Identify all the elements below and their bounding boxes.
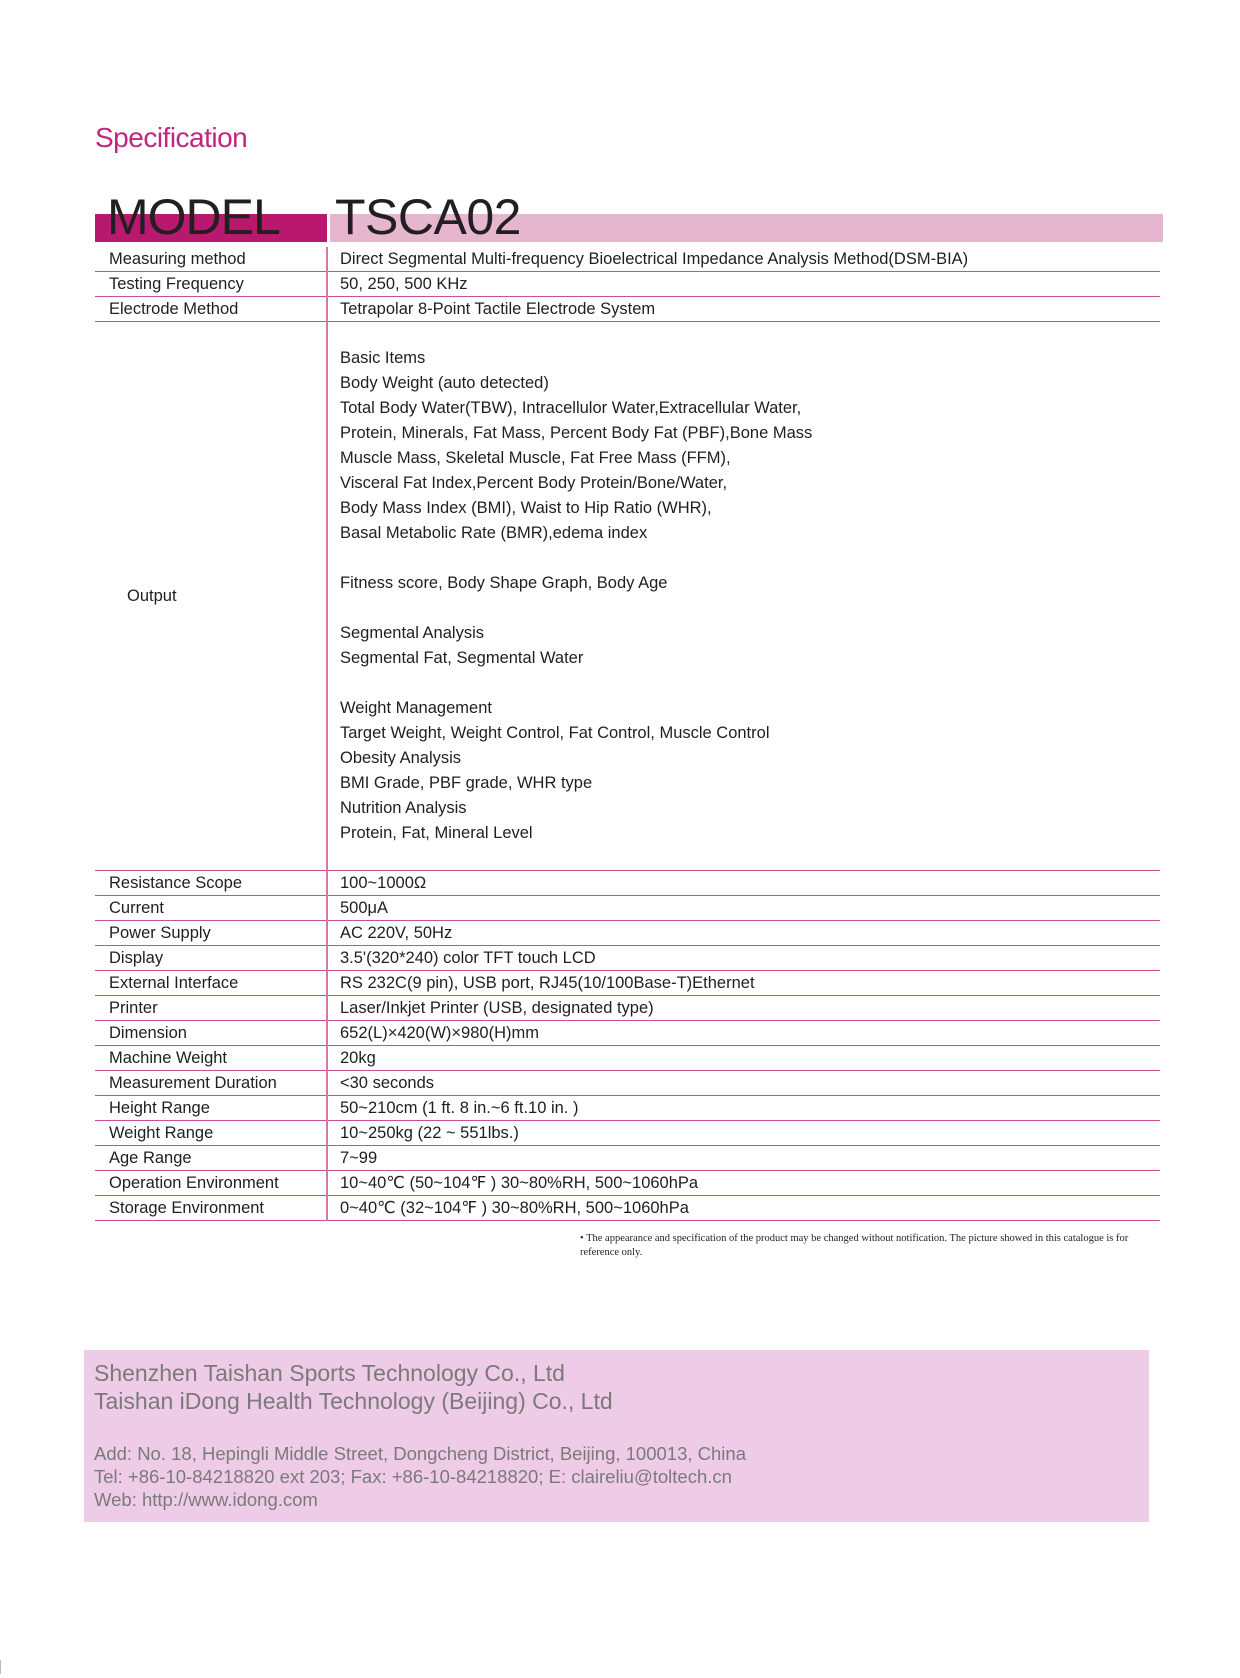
spec-row — [95, 971, 1160, 996]
output-item: Visceral Fat Index,Percent Body Protein/Bone/Water, — [340, 474, 728, 492]
model-header — [95, 190, 1160, 244]
spec-label: Height Range — [95, 1096, 327, 1121]
output-list — [327, 322, 1160, 871]
output-item: BMI Grade, PBF grade, WHR type — [340, 774, 593, 792]
spec-value: 10~40℃ (50~104℉ ) 30~80%RH, 500~1060hPa — [327, 1171, 1160, 1196]
company-footer — [84, 1350, 1149, 1522]
spec-value: 3.5'(320*240) color TFT touch LCD — [327, 946, 1160, 971]
spec-label: Printer — [95, 996, 327, 1021]
spec-row — [95, 1196, 1160, 1221]
output-item: Basal Metabolic Rate (BMR),edema index — [340, 524, 648, 542]
spec-value: 652(L)×420(W)×980(H)mm — [327, 1021, 1160, 1046]
output-spacer — [340, 546, 1160, 571]
spec-value: 500μA — [327, 896, 1160, 921]
spec-value: Laser/Inkjet Printer (USB, designated type) — [327, 996, 1160, 1021]
output-item: Obesity Analysis — [340, 749, 462, 767]
spec-label: Current — [95, 896, 327, 921]
model-value: TSCA02 — [335, 189, 521, 245]
spec-row — [95, 896, 1160, 921]
spec-label: Display — [95, 946, 327, 971]
spec-row — [95, 921, 1160, 946]
spec-label: Power Supply — [95, 921, 327, 946]
spec-row — [95, 1021, 1160, 1046]
spec-label: Machine Weight — [95, 1046, 327, 1071]
company-address: Add: No. 18, Hepingli Middle Street, Dongcheng District, Beijing, 100013, China — [94, 1443, 746, 1464]
spec-row — [95, 946, 1160, 971]
page-title: Specification — [95, 122, 248, 153]
spec-label: Measuring method — [95, 247, 327, 272]
spec-value: 7~99 — [327, 1146, 1160, 1171]
company-contact: Tel: +86-10-84218820 ext 203; Fax: +86-10-84218820; E: claireliu@toltech.cn — [94, 1466, 732, 1487]
spec-row — [95, 1121, 1160, 1146]
spec-value: <30 seconds — [327, 1071, 1160, 1096]
output-label: Output — [95, 322, 327, 871]
spec-label: Age Range — [95, 1146, 327, 1171]
output-item: Target Weight, Weight Control, Fat Control, Muscle Control — [340, 724, 770, 742]
spec-row — [95, 1046, 1160, 1071]
spec-label: Dimension — [95, 1021, 327, 1046]
output-item: Body Mass Index (BMI), Waist to Hip Ratio (WHR), — [340, 499, 712, 517]
output-item: Segmental Analysis — [340, 624, 484, 642]
spec-value: 50, 250, 500 KHz — [327, 272, 1160, 297]
spec-row — [95, 1146, 1160, 1171]
output-item: Protein, Minerals, Fat Mass, Percent Body Fat (PBF),Bone Mass — [340, 424, 813, 442]
spec-value: 10~250kg (22 ~ 551lbs.) — [327, 1121, 1160, 1146]
output-item: Weight Management — [340, 699, 492, 717]
spec-label: Testing Frequency — [95, 272, 327, 297]
spec-row — [95, 1171, 1160, 1196]
output-item: Total Body Water(TBW), Intracellulor Water,Extracellular Water, — [340, 399, 802, 417]
page-edge-mark — [0, 1660, 1, 1674]
spec-label: Weight Range — [95, 1121, 327, 1146]
spec-label: Operation Environment — [95, 1171, 327, 1196]
spec-label: Storage Environment — [95, 1196, 327, 1221]
spec-row — [95, 297, 1160, 322]
output-item: Muscle Mass, Skeletal Muscle, Fat Free Mass (FFM), — [340, 449, 731, 467]
output-item: Body Weight (auto detected) — [340, 374, 549, 392]
output-item: Nutrition Analysis — [340, 799, 467, 817]
spec-value: Tetrapolar 8-Point Tactile Electrode System — [327, 297, 1160, 322]
output-spacer — [340, 671, 1160, 696]
spec-row — [95, 1071, 1160, 1096]
spec-table — [95, 247, 1160, 1221]
spec-value: 20kg — [327, 1046, 1160, 1071]
output-row — [95, 322, 1160, 871]
company-name-2: Taishan iDong Health Technology (Beijing) Co., Ltd — [94, 1388, 613, 1414]
output-item: Basic Items — [340, 349, 426, 367]
spec-value: RS 232C(9 pin), USB port, RJ45(10/100Base-T)Ethernet — [327, 971, 1160, 996]
spec-value: 50~210cm (1 ft. 8 in.~6 ft.10 in. ) — [327, 1096, 1160, 1121]
disclaimer-note: • The appearance and specification of the product may be changed without notification. The picture showed in this catalogue is for reference only. — [580, 1233, 1129, 1258]
output-item: Protein, Fat, Mineral Level — [340, 824, 533, 842]
output-item: Segmental Fat, Segmental Water — [340, 649, 584, 667]
output-spacer — [340, 596, 1160, 621]
output-item: Fitness score, Body Shape Graph, Body Age — [340, 574, 668, 592]
spec-value: Direct Segmental Multi-frequency Bioelectrical Impedance Analysis Method(DSM-BIA) — [327, 247, 1160, 272]
spec-row — [95, 1096, 1160, 1121]
spec-label: Electrode Method — [95, 297, 327, 322]
spec-label: Measurement Duration — [95, 1071, 327, 1096]
spec-label: Resistance Scope — [95, 871, 327, 896]
spec-row — [95, 247, 1160, 272]
spec-value: AC 220V, 50Hz — [327, 921, 1160, 946]
spec-value: 100~1000Ω — [327, 871, 1160, 896]
spec-value: 0~40℃ (32~104℉ ) 30~80%RH, 500~1060hPa — [327, 1196, 1160, 1221]
spec-row — [95, 996, 1160, 1021]
model-label: MODEL — [107, 189, 280, 245]
company-web: Web: http://www.idong.com — [94, 1489, 318, 1510]
spec-row — [95, 272, 1160, 297]
spec-row — [95, 871, 1160, 896]
company-name-1: Shenzhen Taishan Sports Technology Co., Ltd — [94, 1360, 565, 1386]
spec-label: External Interface — [95, 971, 327, 996]
